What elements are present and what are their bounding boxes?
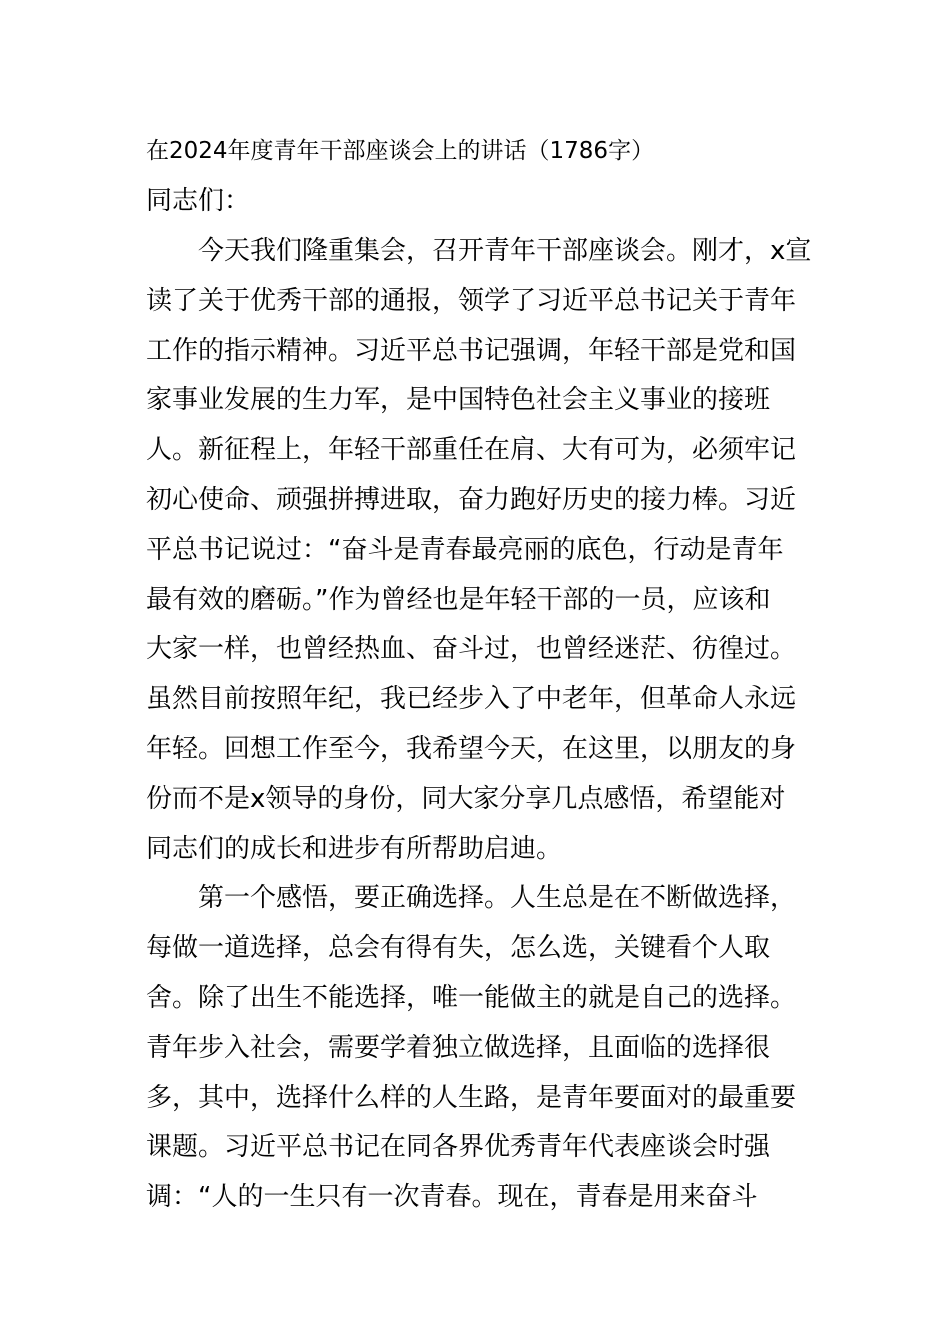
text-line: 大家一样，也曾经热血、奋斗过，也曾经迷茫、彷徨过。 [146,634,797,665]
text-line: 青年步入社会，需要学着独立做选择，且面临的选择很 [146,1032,771,1063]
text-line: 课题。习近平总书记在同各界优秀青年代表座谈会时强 [146,1132,771,1163]
text-line: 份而不是x领导的身份，同大家分享几点感悟，希望能对 [146,783,786,814]
document-body [146,227,816,1223]
text-line: 初心使命、顽强拼搏进取，奋力跑好历史的接力棒。习近 [146,484,797,515]
text-line: 家事业发展的生力军，是中国特色社会主义事业的接班 [146,385,771,416]
text-line: 人。新征程上，年轻干部重任在肩、大有可为，必须牢记 [146,435,797,466]
text-line: 平总书记说过：“奋斗是青春最亮丽的底色，行动是青年 [146,534,784,565]
text-line: 调：“人的一生只有一次青春。现在，青春是用来奋斗 [146,1182,758,1213]
text-line: 同志们的成长和进步有所帮助启迪。 [146,833,563,864]
paragraph-1 [146,227,816,874]
text-line: 年轻。回想工作至今，我希望今天，在这里，以朋友的身 [146,733,797,764]
document-title: 在2024年度青年干部座谈会上的讲话（1786字） [146,138,655,164]
paragraph-2 [146,874,816,1223]
text-line: 舍。除了出生不能选择，唯一能做主的就是自己的选择。 [146,982,797,1013]
text-line: 多，其中，选择什么样的人生路，是青年要面对的最重要 [146,1082,797,1113]
text-line: 工作的指示精神。习近平总书记强调，年轻干部是党和国 [146,335,797,366]
text-line: 每做一道选择，总会有得有失，怎么选，关键看个人取 [146,933,771,964]
text-line: 最有效的磨砺。”作为曾经也是年轻干部的一员，应该和 [146,584,771,615]
text-line: 今天我们隆重集会，召开青年干部座谈会。刚才，x宣 [198,236,812,266]
text-line: 读了关于优秀干部的通报，领学了习近平总书记关于青年 [146,285,797,316]
salutation: 同志们： [146,186,251,216]
text-line: 虽然目前按照年纪，我已经步入了中老年，但革命人永远 [146,684,797,715]
text-line: 第一个感悟，要正确选择。人生总是在不断做选择， [198,883,797,914]
